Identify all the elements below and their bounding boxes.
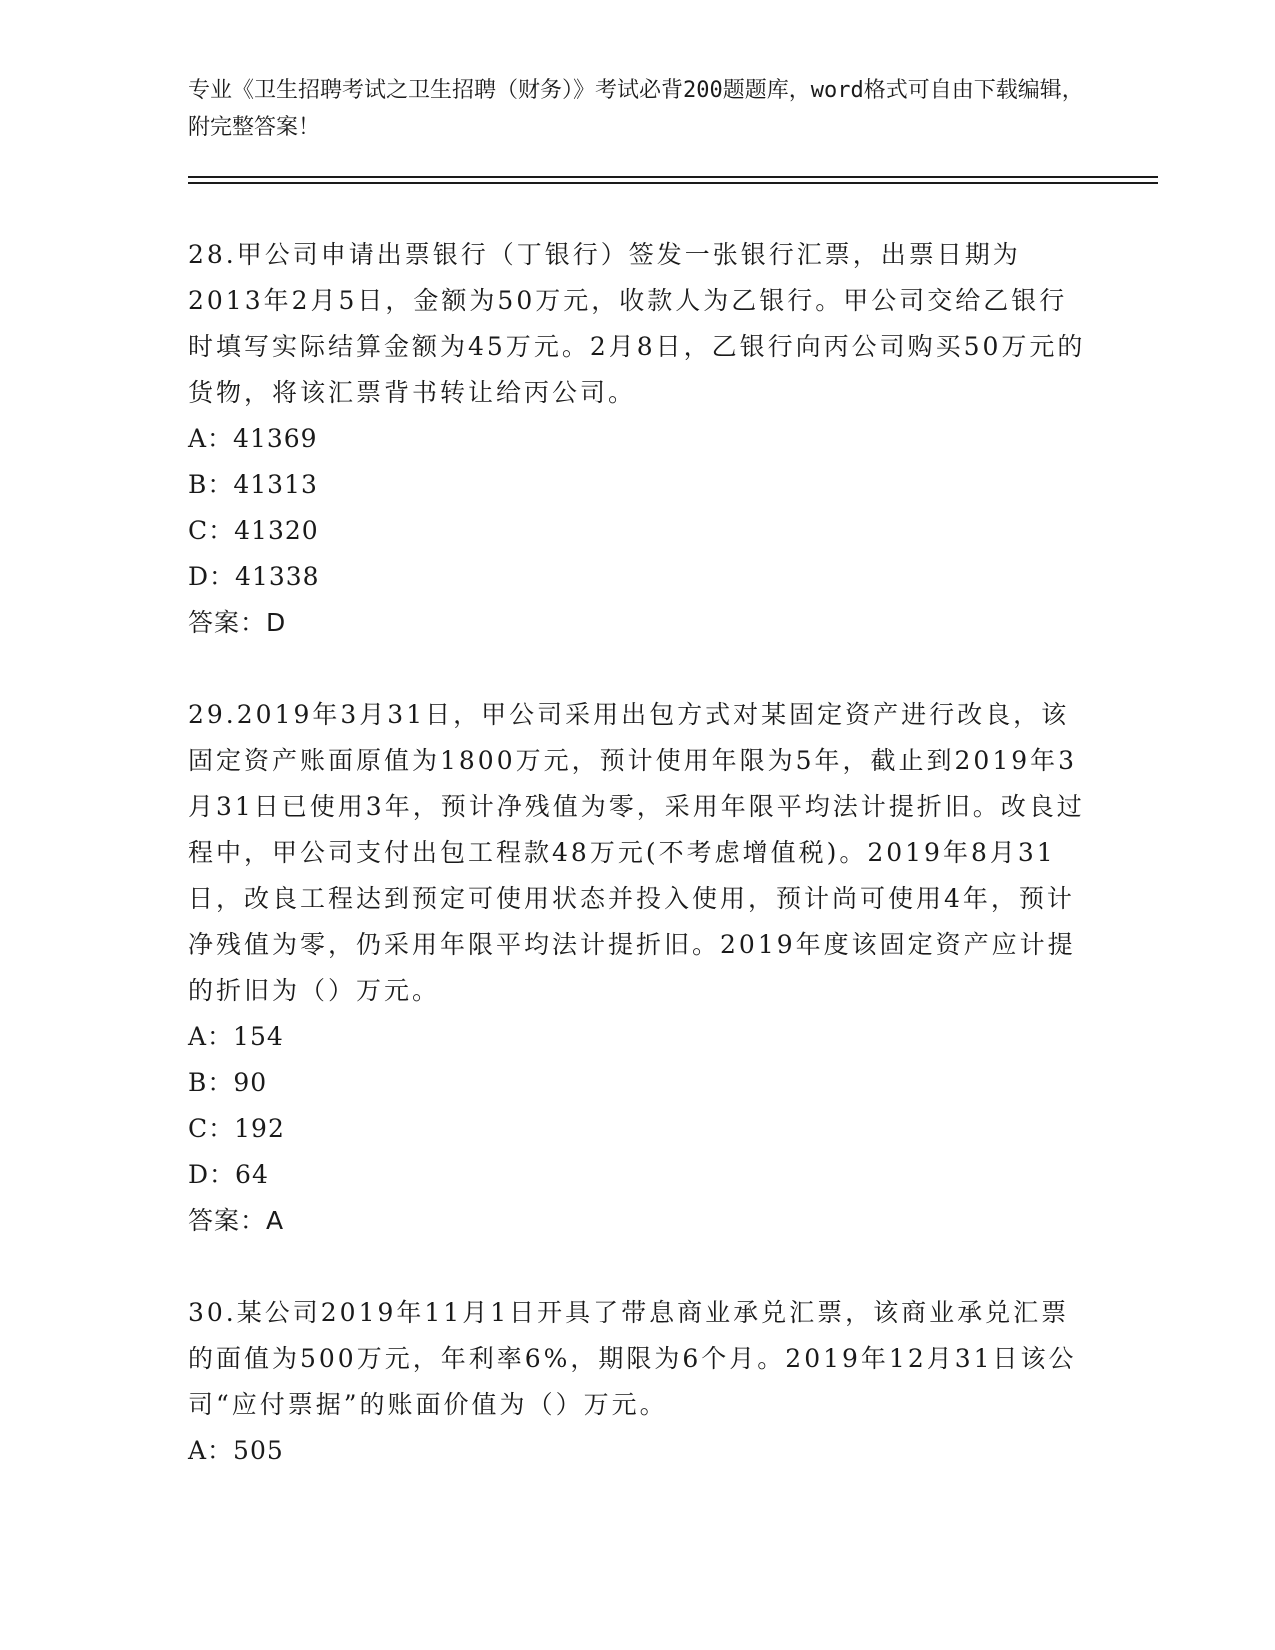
question-28 xyxy=(188,232,1088,646)
option-d: D：41338 xyxy=(188,562,320,591)
question-29 xyxy=(188,692,1088,1244)
question-30 xyxy=(188,1290,1088,1474)
option-a: A：505 xyxy=(188,1436,284,1465)
question-stem: 28.甲公司申请出票银行（丁银行）签发一张银行汇票，出票日期为2013年2月5日，金额为50万元，收款人为乙银行。甲公司交给乙银行时填写实际结算金额为45万元。2月8日，乙银行向丙公司购买50万元的货物，将该汇票背书转让给丙公司。 xyxy=(188,240,1086,407)
header-divider-top xyxy=(188,176,1158,178)
option-c: C：192 xyxy=(188,1114,285,1143)
header-divider-bottom xyxy=(188,182,1158,184)
option-a: A：154 xyxy=(188,1022,284,1051)
question-stem: 30.某公司2019年11月1日开具了带息商业承兑汇票，该商业承兑汇票的面值为500万元，年利率6%，期限为6个月。2019年12月31日该公司“应付票据”的账面价值为（）万元。 xyxy=(188,1298,1077,1419)
answer-label: 答案：A xyxy=(188,1206,285,1235)
question-stem: 29.2019年3月31日，甲公司采用出包方式对某固定资产进行改良，该固定资产账面原值为1800万元，预计使用年限为5年，截止到2019年3月31日已使用3年，预计净残值为零，采用年限平均法计提折旧。改良过程中，甲公司支付出包工程款48万元(不考虑增值税)。2019年8月31日，改良工程达到预定可使用状态并投入使用，预计尚可使用4年，预计净残值为零，仍采用年限平均法计提折旧。2019年度该固定资产应计提的折旧为（）万元。 xyxy=(188,700,1085,1005)
option-a: A：41369 xyxy=(188,424,318,453)
option-c: C：41320 xyxy=(188,516,319,545)
option-d: D：64 xyxy=(188,1160,269,1189)
option-b: B：90 xyxy=(188,1068,268,1097)
option-b: B：41313 xyxy=(188,470,318,499)
question-list xyxy=(188,232,1088,1520)
document-header: 专业《卫生招聘考试之卫生招聘（财务）》考试必背200题题库，word格式可自由下载编辑，附完整答案！ xyxy=(188,78,1084,140)
answer-label: 答案：D xyxy=(188,608,287,637)
